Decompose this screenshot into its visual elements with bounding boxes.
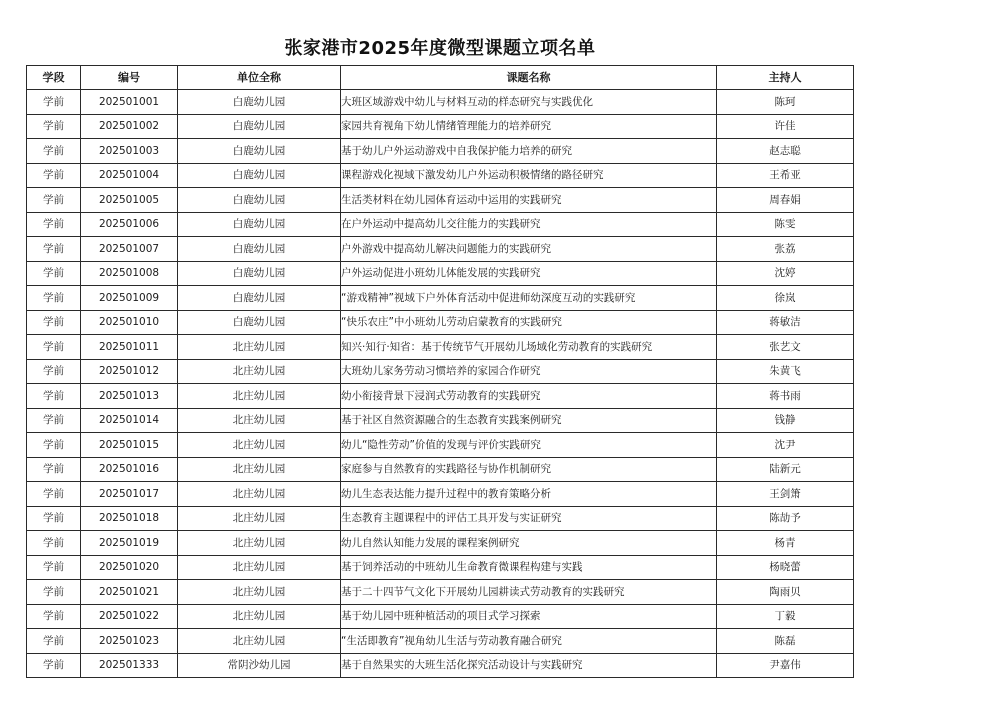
cell-host: 许佳 — [717, 114, 854, 139]
cell-stage: 学前 — [27, 310, 81, 335]
cell-unit: 白鹿幼儿园 — [178, 286, 341, 311]
cell-topic: 基于二十四节气文化下开展幼儿园耕读式劳动教育的实践研究 — [341, 580, 717, 605]
cell-host: 徐岚 — [717, 286, 854, 311]
table-row — [27, 114, 854, 139]
cell-host: 尹嘉伟 — [717, 653, 854, 678]
cell-host: 蒋敏洁 — [717, 310, 854, 335]
cell-topic: 幼儿生态表达能力提升过程中的教育策略分析 — [341, 482, 717, 507]
cell-unit: 北庄幼儿园 — [178, 384, 341, 409]
table-row — [27, 482, 854, 507]
cell-host: 周春娟 — [717, 188, 854, 213]
header-topic: 课题名称 — [341, 66, 717, 90]
header-host: 主持人 — [717, 66, 854, 90]
cell-host: 杨青 — [717, 531, 854, 556]
cell-stage: 学前 — [27, 90, 81, 115]
table-row — [27, 310, 854, 335]
cell-unit: 常阴沙幼儿园 — [178, 653, 341, 678]
cell-stage: 学前 — [27, 237, 81, 262]
cell-unit: 北庄幼儿园 — [178, 457, 341, 482]
cell-host: 沈婷 — [717, 261, 854, 286]
cell-topic: 户外游戏中提高幼儿解决问题能力的实践研究 — [341, 237, 717, 262]
cell-host: 陈劼予 — [717, 506, 854, 531]
table-row — [27, 384, 854, 409]
cell-unit: 白鹿幼儿园 — [178, 163, 341, 188]
cell-host: 张艺文 — [717, 335, 854, 360]
table-row — [27, 359, 854, 384]
cell-unit: 白鹿幼儿园 — [178, 212, 341, 237]
cell-stage: 学前 — [27, 384, 81, 409]
cell-unit: 北庄幼儿园 — [178, 629, 341, 654]
cell-code: 202501004 — [81, 163, 178, 188]
cell-code: 202501017 — [81, 482, 178, 507]
cell-unit: 白鹿幼儿园 — [178, 237, 341, 262]
cell-code: 202501022 — [81, 604, 178, 629]
table-row — [27, 237, 854, 262]
cell-stage: 学前 — [27, 457, 81, 482]
table-row — [27, 286, 854, 311]
cell-code: 202501009 — [81, 286, 178, 311]
table-body — [27, 90, 854, 678]
header-stage: 学段 — [27, 66, 81, 90]
cell-unit: 北庄幼儿园 — [178, 433, 341, 458]
cell-topic: 幼小衔接背景下浸润式劳动教育的实践研究 — [341, 384, 717, 409]
table-row — [27, 212, 854, 237]
cell-stage: 学前 — [27, 335, 81, 360]
table-row — [27, 163, 854, 188]
table-row — [27, 408, 854, 433]
cell-unit: 白鹿幼儿园 — [178, 114, 341, 139]
cell-unit: 北庄幼儿园 — [178, 359, 341, 384]
cell-unit: 北庄幼儿园 — [178, 335, 341, 360]
cell-host: 蒋书雨 — [717, 384, 854, 409]
cell-unit: 北庄幼儿园 — [178, 408, 341, 433]
cell-topic: “快乐农庄”中小班幼儿劳动启蒙教育的实践研究 — [341, 310, 717, 335]
cell-unit: 白鹿幼儿园 — [178, 188, 341, 213]
project-list-table — [26, 65, 854, 678]
cell-unit: 北庄幼儿园 — [178, 604, 341, 629]
cell-stage: 学前 — [27, 629, 81, 654]
cell-stage: 学前 — [27, 212, 81, 237]
cell-unit: 白鹿幼儿园 — [178, 261, 341, 286]
cell-stage: 学前 — [27, 359, 81, 384]
table-row — [27, 629, 854, 654]
cell-topic: 家庭参与自然教育的实践路径与协作机制研究 — [341, 457, 717, 482]
cell-code: 202501006 — [81, 212, 178, 237]
cell-code: 202501008 — [81, 261, 178, 286]
cell-topic: 幼儿自然认知能力发展的课程案例研究 — [341, 531, 717, 556]
cell-stage: 学前 — [27, 139, 81, 164]
table-row — [27, 506, 854, 531]
table-row — [27, 139, 854, 164]
cell-stage: 学前 — [27, 482, 81, 507]
cell-topic: 大班区域游戏中幼儿与材料互动的样态研究与实践优化 — [341, 90, 717, 115]
cell-topic: 户外运动促进小班幼儿体能发展的实践研究 — [341, 261, 717, 286]
cell-topic: 基于社区自然资源融合的生态教育实践案例研究 — [341, 408, 717, 433]
cell-code: 202501015 — [81, 433, 178, 458]
cell-host: 朱黄飞 — [717, 359, 854, 384]
table-row — [27, 555, 854, 580]
cell-topic: 知兴·知行·知省：基于传统节气开展幼儿场域化劳动教育的实践研究 — [341, 335, 717, 360]
table-header-row — [27, 66, 854, 90]
table-row — [27, 335, 854, 360]
cell-code: 202501003 — [81, 139, 178, 164]
cell-topic: 幼儿“隐性劳动”价值的发现与评价实践研究 — [341, 433, 717, 458]
cell-topic: 生活类材料在幼儿园体育运动中运用的实践研究 — [341, 188, 717, 213]
cell-code: 202501023 — [81, 629, 178, 654]
cell-topic: “游戏精神”视域下户外体育活动中促进师幼深度互动的实践研究 — [341, 286, 717, 311]
cell-code: 202501016 — [81, 457, 178, 482]
cell-stage: 学前 — [27, 531, 81, 556]
cell-topic: 基于幼儿园中班种植活动的项目式学习探索 — [341, 604, 717, 629]
cell-unit: 北庄幼儿园 — [178, 555, 341, 580]
cell-host: 沈尹 — [717, 433, 854, 458]
cell-stage: 学前 — [27, 506, 81, 531]
cell-unit: 北庄幼儿园 — [178, 580, 341, 605]
cell-stage: 学前 — [27, 408, 81, 433]
document-title: 张家港市2025年度微型课题立项名单 — [284, 38, 596, 59]
cell-code: 202501012 — [81, 359, 178, 384]
table-row — [27, 90, 854, 115]
cell-code: 202501007 — [81, 237, 178, 262]
cell-stage: 学前 — [27, 286, 81, 311]
cell-stage: 学前 — [27, 261, 81, 286]
cell-topic: 基于自然果实的大班生活化探究活动设计与实践研究 — [341, 653, 717, 678]
cell-host: 赵志聪 — [717, 139, 854, 164]
cell-unit: 北庄幼儿园 — [178, 531, 341, 556]
cell-stage: 学前 — [27, 653, 81, 678]
cell-host: 张荔 — [717, 237, 854, 262]
cell-host: 陈珂 — [717, 90, 854, 115]
cell-stage: 学前 — [27, 114, 81, 139]
cell-topic: 家园共育视角下幼儿情绪管理能力的培养研究 — [341, 114, 717, 139]
cell-unit: 白鹿幼儿园 — [178, 310, 341, 335]
table-row — [27, 653, 854, 678]
cell-host: 陶雨贝 — [717, 580, 854, 605]
cell-code: 202501018 — [81, 506, 178, 531]
cell-code: 202501002 — [81, 114, 178, 139]
cell-stage: 学前 — [27, 604, 81, 629]
cell-host: 杨晓蕾 — [717, 555, 854, 580]
cell-stage: 学前 — [27, 580, 81, 605]
table-row — [27, 433, 854, 458]
cell-code: 202501001 — [81, 90, 178, 115]
cell-unit: 白鹿幼儿园 — [178, 90, 341, 115]
cell-host: 丁毅 — [717, 604, 854, 629]
header-code: 编号 — [81, 66, 178, 90]
header-unit: 单位全称 — [178, 66, 341, 90]
cell-code: 202501010 — [81, 310, 178, 335]
cell-stage: 学前 — [27, 433, 81, 458]
cell-code: 202501021 — [81, 580, 178, 605]
cell-topic: 基于饲养活动的中班幼儿生命教育微课程构建与实践 — [341, 555, 717, 580]
cell-topic: 生态教育主题课程中的评估工具开发与实证研究 — [341, 506, 717, 531]
cell-stage: 学前 — [27, 188, 81, 213]
table-row — [27, 580, 854, 605]
cell-topic: 课程游戏化视域下激发幼儿户外运动积极情绪的路径研究 — [341, 163, 717, 188]
cell-topic: 基于幼儿户外运动游戏中自我保护能力培养的研究 — [341, 139, 717, 164]
cell-unit: 白鹿幼儿园 — [178, 139, 341, 164]
cell-stage: 学前 — [27, 555, 81, 580]
cell-code: 202501013 — [81, 384, 178, 409]
cell-code: 202501014 — [81, 408, 178, 433]
cell-host: 陈雯 — [717, 212, 854, 237]
cell-code: 202501333 — [81, 653, 178, 678]
cell-stage: 学前 — [27, 163, 81, 188]
table-row — [27, 261, 854, 286]
cell-code: 202501005 — [81, 188, 178, 213]
cell-unit: 北庄幼儿园 — [178, 482, 341, 507]
cell-topic: 大班幼儿家务劳动习惯培养的家园合作研究 — [341, 359, 717, 384]
cell-host: 钱静 — [717, 408, 854, 433]
cell-code: 202501020 — [81, 555, 178, 580]
cell-host: 王剑箫 — [717, 482, 854, 507]
table-row — [27, 604, 854, 629]
table-row — [27, 188, 854, 213]
cell-code: 202501011 — [81, 335, 178, 360]
cell-host: 陈磊 — [717, 629, 854, 654]
cell-topic: “生活即教育”视角幼儿生活与劳动教育融合研究 — [341, 629, 717, 654]
cell-topic: 在户外运动中提高幼儿交往能力的实践研究 — [341, 212, 717, 237]
table-row — [27, 531, 854, 556]
cell-host: 王希亚 — [717, 163, 854, 188]
cell-code: 202501019 — [81, 531, 178, 556]
cell-host: 陆新元 — [717, 457, 854, 482]
cell-unit: 北庄幼儿园 — [178, 506, 341, 531]
table-row — [27, 457, 854, 482]
